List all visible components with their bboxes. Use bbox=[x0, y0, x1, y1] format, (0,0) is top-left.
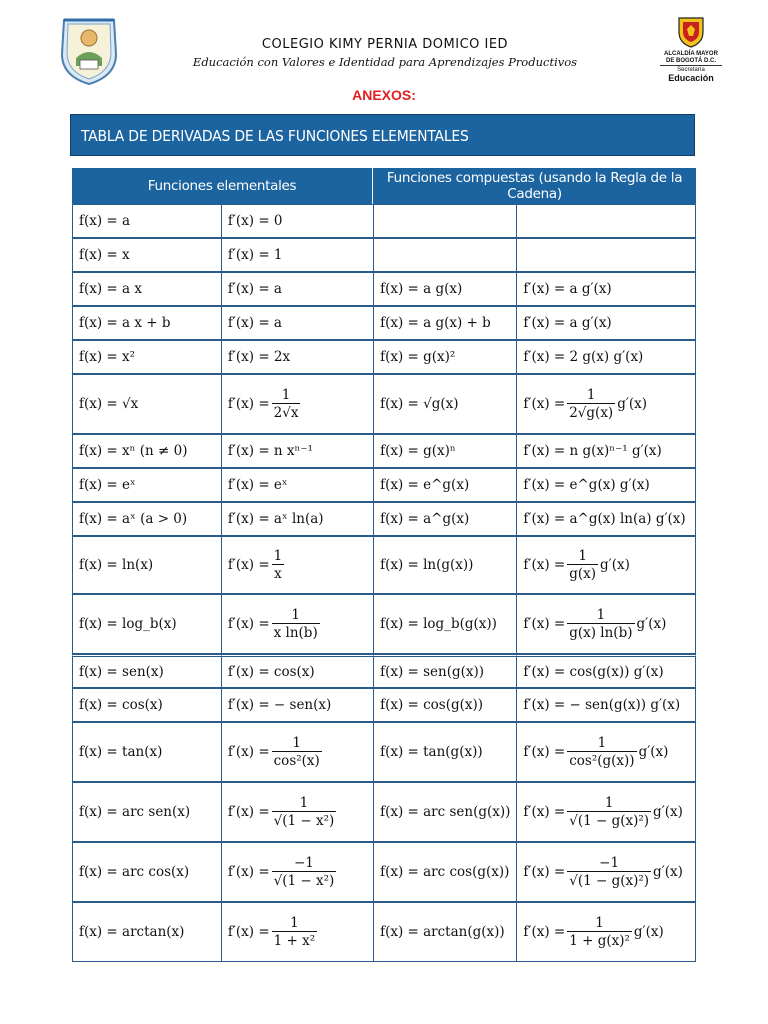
derivative-cell: f′(x) = 0 bbox=[221, 204, 373, 238]
derivative-cell bbox=[221, 782, 373, 842]
composite-derivative-cell bbox=[516, 722, 696, 782]
fraction bbox=[567, 795, 651, 829]
function-cell: f(x) = xⁿ (n ≠ 0) bbox=[72, 434, 221, 468]
composite-function-cell: f(x) = e^g(x) bbox=[373, 468, 516, 502]
fraction-denominator: 1 + g(x)² bbox=[569, 933, 630, 949]
function-cell: f(x) = a x + b bbox=[72, 306, 221, 340]
formula-prefix: f′(x) = bbox=[523, 924, 566, 940]
formula-suffix: g′(x) bbox=[653, 864, 683, 880]
fraction-denominator: √(1 − g(x)²) bbox=[569, 873, 650, 889]
function-cell: f(x) = tan(x) bbox=[72, 722, 221, 782]
fraction-numerator: −1 bbox=[294, 855, 314, 871]
formula-suffix: g′(x) bbox=[653, 804, 683, 820]
fraction bbox=[272, 548, 285, 582]
function-cell: f(x) = x² bbox=[72, 340, 221, 374]
composite-derivative-cell bbox=[516, 594, 696, 654]
fraction-numerator: 1 bbox=[292, 735, 302, 751]
fraction-numerator: 1 bbox=[291, 607, 300, 623]
derivative-cell bbox=[221, 722, 373, 782]
fraction bbox=[567, 387, 615, 421]
formula-prefix: f′(x) = bbox=[523, 396, 566, 412]
formula-prefix: f′(x) = bbox=[227, 864, 270, 880]
function-cell: f(x) = sen(x) bbox=[72, 654, 221, 688]
fraction-numerator: 1 bbox=[596, 607, 606, 623]
table-row bbox=[72, 842, 696, 902]
composite-function-cell: f(x) = a g(x) + b bbox=[373, 306, 516, 340]
bogota-education-logo bbox=[660, 16, 722, 90]
composite-function-cell: f(x) = arctan(g(x)) bbox=[373, 902, 516, 962]
composite-derivative-cell: f′(x) = a g′(x) bbox=[516, 272, 696, 306]
formula-suffix: g′(x) bbox=[633, 924, 664, 940]
function-cell: f(x) = a bbox=[72, 204, 221, 238]
formula-prefix: f′(x) = bbox=[227, 744, 270, 760]
composite-derivative-cell: f′(x) = a g′(x) bbox=[516, 306, 696, 340]
fraction bbox=[567, 855, 651, 889]
derivative-cell: f′(x) = eˣ bbox=[221, 468, 373, 502]
school-motto: Educación con Valores e Identidad para Aprendizajes Productivos bbox=[192, 55, 578, 69]
composite-function-cell: f(x) = g(x)² bbox=[373, 340, 516, 374]
composite-function-cell bbox=[373, 204, 516, 238]
composite-function-cell bbox=[373, 238, 516, 272]
function-cell: f(x) = cos(x) bbox=[72, 688, 221, 722]
fraction-numerator: 1 bbox=[595, 915, 604, 931]
bogota-shield-icon bbox=[676, 16, 706, 48]
fraction bbox=[272, 387, 301, 421]
table-row bbox=[72, 654, 696, 688]
table-row bbox=[72, 902, 696, 962]
fraction bbox=[567, 735, 636, 769]
formula-prefix: f′(x) = bbox=[523, 616, 566, 632]
function-cell: f(x) = aˣ (a > 0) bbox=[72, 502, 221, 536]
table-row bbox=[72, 536, 696, 594]
fraction bbox=[272, 607, 320, 641]
fraction-denominator: 2√x bbox=[273, 405, 299, 421]
composite-derivative-cell bbox=[516, 238, 696, 272]
formula-prefix: f′(x) = bbox=[227, 924, 270, 940]
function-cell: f(x) = x bbox=[72, 238, 221, 272]
fraction-numerator: 1 bbox=[290, 915, 299, 931]
fraction-denominator: g(x) ln(b) bbox=[569, 625, 633, 641]
fraction-denominator: 2√g(x) bbox=[569, 405, 614, 421]
composite-derivative-cell: f′(x) = n g(x)ⁿ⁻¹ g′(x) bbox=[516, 434, 696, 468]
function-cell: f(x) = arctan(x) bbox=[72, 902, 221, 962]
formula-prefix: f′(x) = bbox=[227, 557, 270, 573]
composite-derivative-cell: f′(x) = cos(g(x)) g′(x) bbox=[516, 654, 696, 688]
function-cell: f(x) = eˣ bbox=[72, 468, 221, 502]
fraction-numerator: 1 bbox=[281, 387, 291, 403]
composite-function-cell: f(x) = √g(x) bbox=[373, 374, 516, 434]
composite-derivative-cell bbox=[516, 374, 696, 434]
composite-function-cell: f(x) = g(x)ⁿ bbox=[373, 434, 516, 468]
fraction bbox=[272, 735, 322, 769]
fraction-denominator: g(x) bbox=[569, 566, 597, 582]
fraction bbox=[272, 855, 337, 889]
fraction-denominator: √(1 − g(x)²) bbox=[569, 813, 650, 829]
function-cell: f(x) = √x bbox=[72, 374, 221, 434]
table-row bbox=[72, 502, 696, 536]
derivative-cell: f′(x) = cos(x) bbox=[221, 654, 373, 688]
composite-derivative-cell: f′(x) = 2 g(x) g′(x) bbox=[516, 340, 696, 374]
formula-prefix: f′(x) = bbox=[523, 744, 566, 760]
fraction-numerator: 1 bbox=[604, 795, 614, 811]
fraction bbox=[567, 607, 634, 641]
function-cell: f(x) = arc sen(x) bbox=[72, 782, 221, 842]
table-row bbox=[72, 306, 696, 340]
fraction-denominator: cos²(g(x)) bbox=[569, 753, 635, 769]
composite-function-cell: f(x) = log_b(g(x)) bbox=[373, 594, 516, 654]
composite-function-cell: f(x) = arc sen(g(x)) bbox=[373, 782, 516, 842]
composite-derivative-cell bbox=[516, 782, 696, 842]
logo-line-1: ALCALDÍA MAYOR bbox=[664, 51, 718, 57]
derivative-cell: f′(x) = 2x bbox=[221, 340, 373, 374]
composite-function-cell: f(x) = a g(x) bbox=[373, 272, 516, 306]
composite-derivative-cell: f′(x) = a^g(x) ln(a) g′(x) bbox=[516, 502, 696, 536]
derivative-cell: f′(x) = 1 bbox=[221, 238, 373, 272]
fraction-numerator: 1 bbox=[586, 387, 596, 403]
fraction bbox=[567, 548, 598, 582]
logo-line-2: DE BOGOTÁ D.C. bbox=[660, 58, 722, 66]
fraction-denominator: cos²(x) bbox=[273, 753, 320, 769]
fraction bbox=[272, 915, 318, 949]
table-row bbox=[72, 238, 696, 272]
fraction-numerator: 1 bbox=[299, 795, 309, 811]
composite-derivative-cell bbox=[516, 842, 696, 902]
table-row bbox=[72, 340, 696, 374]
fraction-numerator: 1 bbox=[597, 735, 607, 751]
derivatives-table bbox=[72, 168, 696, 962]
derivative-cell: f′(x) = a bbox=[221, 272, 373, 306]
derivative-cell bbox=[221, 374, 373, 434]
composite-function-cell: f(x) = a^g(x) bbox=[373, 502, 516, 536]
table-row bbox=[72, 374, 696, 434]
formula-prefix: f′(x) = bbox=[523, 864, 566, 880]
fraction-denominator: 1 + x² bbox=[273, 933, 316, 949]
fraction-numerator: 1 bbox=[273, 548, 283, 564]
table-row bbox=[72, 594, 696, 654]
table-row bbox=[72, 782, 696, 842]
derivative-cell bbox=[221, 536, 373, 594]
formula-prefix: f′(x) = bbox=[227, 396, 270, 412]
function-cell: f(x) = ln(x) bbox=[72, 536, 221, 594]
formula-suffix: g′(x) bbox=[600, 557, 630, 573]
derivative-cell: f′(x) = − sen(x) bbox=[221, 688, 373, 722]
table-row bbox=[72, 722, 696, 782]
function-cell: f(x) = a x bbox=[72, 272, 221, 306]
derivative-cell bbox=[221, 594, 373, 654]
table-row bbox=[72, 272, 696, 306]
school-name: COLEGIO KIMY PERNIA DOMICO IED bbox=[261, 37, 509, 52]
composite-derivative-cell: f′(x) = − sen(g(x)) g′(x) bbox=[516, 688, 696, 722]
composite-derivative-cell: f′(x) = e^g(x) g′(x) bbox=[516, 468, 696, 502]
annex-label: ANEXOS: bbox=[352, 87, 416, 103]
formula-prefix: f′(x) = bbox=[227, 804, 270, 820]
composite-function-cell: f(x) = sen(g(x)) bbox=[373, 654, 516, 688]
fraction-denominator: x bbox=[272, 564, 285, 582]
composite-function-cell: f(x) = cos(g(x)) bbox=[373, 688, 516, 722]
table-row bbox=[72, 204, 696, 238]
school-crest-icon bbox=[58, 16, 120, 86]
table-row bbox=[72, 688, 696, 722]
derivative-cell: f′(x) = a bbox=[221, 306, 373, 340]
column-header-elementary: Funciones elementales bbox=[72, 168, 373, 204]
logo-line-4: Educación bbox=[668, 73, 714, 83]
formula-suffix: g′(x) bbox=[636, 616, 667, 632]
formula-prefix: f′(x) = bbox=[227, 616, 270, 632]
logo-line-3: Secretaría bbox=[677, 67, 705, 73]
derivative-cell bbox=[221, 902, 373, 962]
table-row bbox=[72, 468, 696, 502]
function-cell: f(x) = log_b(x) bbox=[72, 594, 221, 654]
formula-prefix: f′(x) = bbox=[523, 804, 566, 820]
document-header bbox=[0, 0, 768, 110]
table-header-row bbox=[72, 168, 696, 204]
table-title: TABLA DE DERIVADAS DE LAS FUNCIONES ELEMENTALES bbox=[70, 114, 695, 156]
fraction-numerator: 1 bbox=[578, 548, 587, 564]
composite-function-cell: f(x) = tan(g(x)) bbox=[373, 722, 516, 782]
fraction-denominator: √(1 − x²) bbox=[273, 813, 335, 829]
table-row bbox=[72, 434, 696, 468]
formula-suffix: g′(x) bbox=[617, 396, 648, 412]
function-cell: f(x) = arc cos(x) bbox=[72, 842, 221, 902]
derivative-cell: f′(x) = aˣ ln(a) bbox=[221, 502, 373, 536]
column-header-composite: Funciones compuestas (usando la Regla de la Cadena) bbox=[373, 168, 696, 204]
fraction bbox=[567, 915, 632, 949]
table-body bbox=[72, 204, 696, 962]
composite-derivative-cell bbox=[516, 902, 696, 962]
composite-derivative-cell bbox=[516, 536, 696, 594]
composite-function-cell: f(x) = ln(g(x)) bbox=[373, 536, 516, 594]
composite-function-cell: f(x) = arc cos(g(x)) bbox=[373, 842, 516, 902]
formula-prefix: f′(x) = bbox=[523, 557, 566, 573]
fraction-numerator: −1 bbox=[599, 855, 620, 871]
derivative-cell: f′(x) = n xⁿ⁻¹ bbox=[221, 434, 373, 468]
fraction-denominator: x ln(b) bbox=[273, 625, 318, 641]
composite-derivative-cell bbox=[516, 204, 696, 238]
fraction-denominator: √(1 − x²) bbox=[273, 873, 335, 889]
derivative-cell bbox=[221, 842, 373, 902]
fraction bbox=[272, 795, 337, 829]
formula-suffix: g′(x) bbox=[638, 744, 669, 760]
